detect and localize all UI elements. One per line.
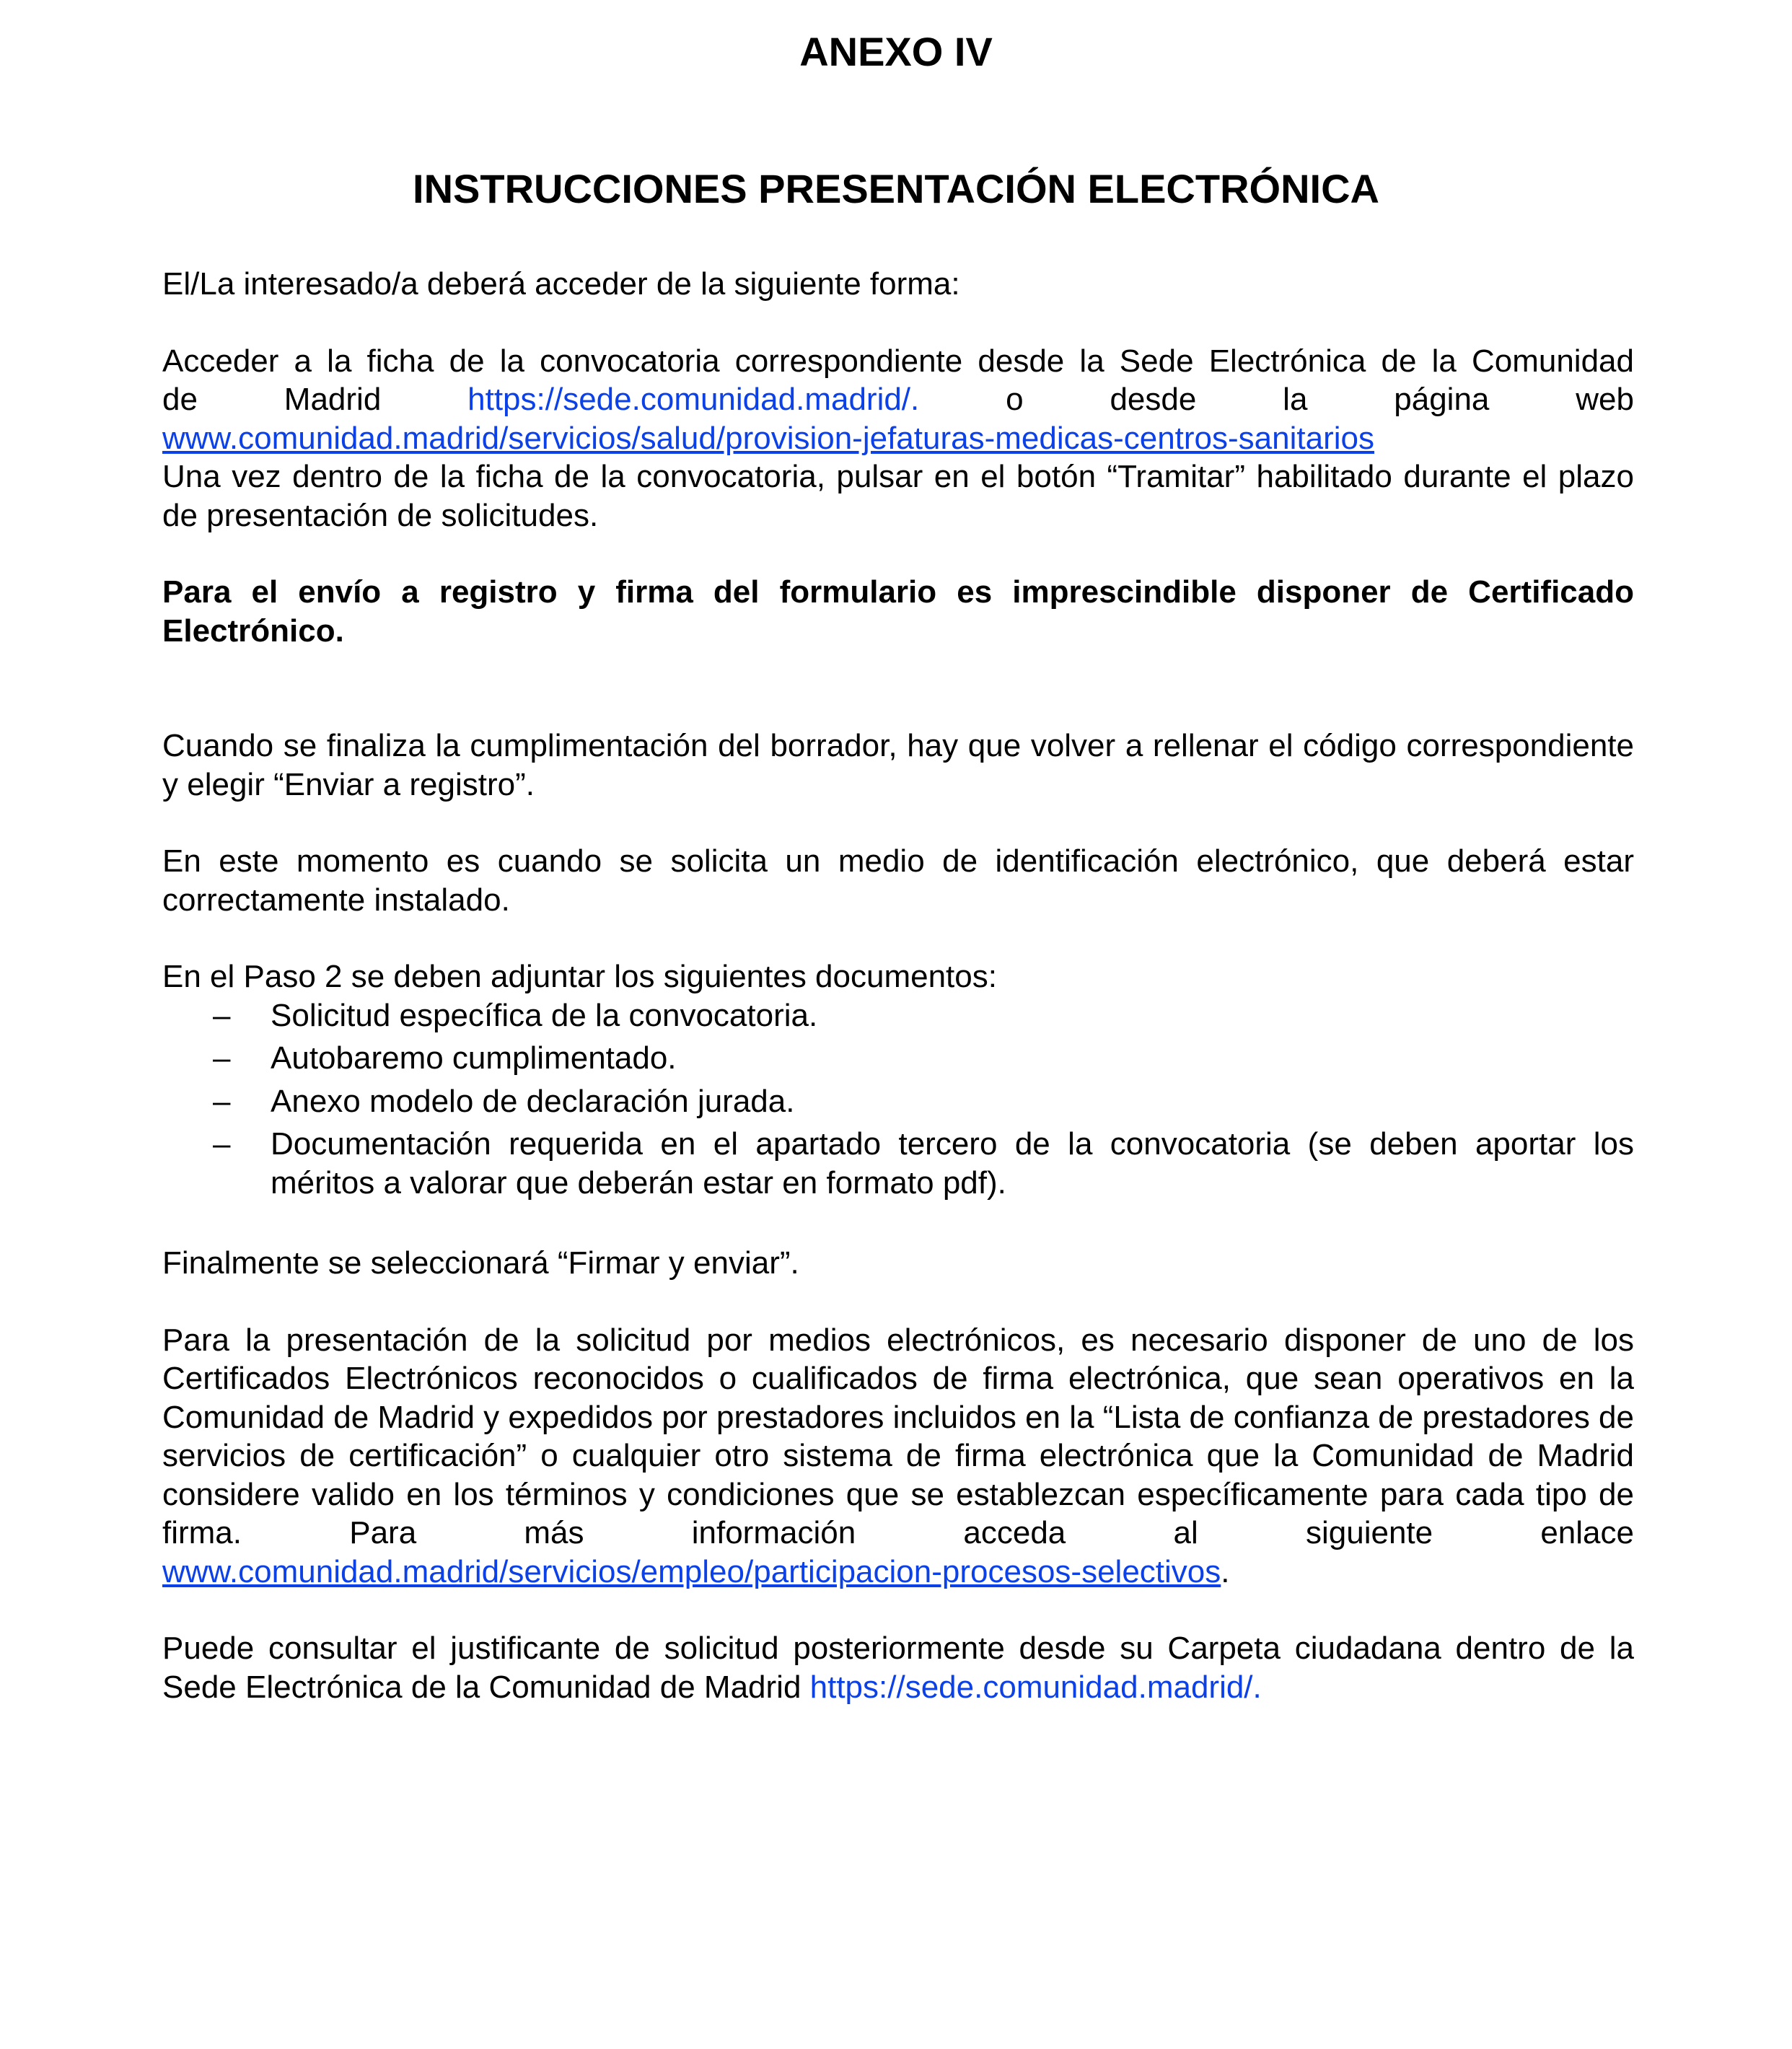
list-item: [162, 1125, 1634, 1202]
dash-bullet: –: [213, 1040, 231, 1076]
documents-list: [162, 996, 1634, 1203]
draft-paragraph: Cuando se finaliza la cumplimentación del borrador, hay que volver a rellenar el código correspondiente y elegir “Enviar a registro”.: [162, 728, 1634, 802]
justificante-paragraph: [162, 1629, 1634, 1706]
access-word: Madrid: [284, 382, 382, 417]
list-item-text: Anexo modelo de declaración jurada.: [271, 1083, 795, 1119]
main-title: INSTRUCCIONES PRESENTACIÓN ELECTRÓNICA: [413, 166, 1379, 211]
access-line-1: Acceder a la ficha de la convocatoria correspondiente desde la Sede Electrónica de la Comunidad: [162, 343, 1634, 379]
dash-bullet: –: [213, 1126, 231, 1162]
access-line-2: [162, 380, 1634, 419]
final-step-paragraph: Finalmente se seleccionará “Firmar y enviar”.: [162, 1245, 799, 1281]
tramitar-paragraph: Una vez dentro de la ficha de la convocatoria, pulsar en el botón “Tramitar” habilitado durante el plazo de presentación de solicitudes.: [162, 459, 1634, 533]
certificate-notice: Para el envío a registro y firma del formulario es imprescindible disponer de Certificado Electrónico.: [162, 574, 1634, 649]
convocatoria-web-link[interactable]: www.comunidad.madrid/servicios/salud/provision-jefaturas-medicas-centros-sanitarios: [162, 420, 1374, 456]
sede-link-footer[interactable]: https://sede.comunidad.madrid/.: [809, 1669, 1262, 1705]
intro-paragraph: El/La interesado/a deberá acceder de la siguiente forma:: [162, 266, 960, 302]
access-word: desde: [1110, 382, 1197, 417]
dash-bullet: –: [213, 997, 231, 1033]
document-body: [162, 265, 1634, 1706]
list-item-text: Autobaremo cumplimentado.: [271, 1040, 677, 1076]
certificates-text: Para la presentación de la solicitud por medios electrónicos, es necesario disponer de uno de los Certificados Electrónicos reconocidos o cualificados de firma electrónica, que sean operativos en la Comunidad de Madrid y expedidos por prestadores incluidos en la “Lista de confianza de prestadores de servicios de certificación” o cualquier otro sistema de firma electrónica que la Comunidad de Madrid considere valido en los términos y condiciones que se establezcan específicamente para cada tipo de firma. Para más información acceda al siguiente enlace: [162, 1322, 1634, 1550]
access-word: la: [1283, 382, 1308, 417]
procesos-selectivos-link[interactable]: www.comunidad.madrid/servicios/empleo/participacion-procesos-selectivos: [162, 1553, 1221, 1589]
certificates-period: .: [1221, 1553, 1230, 1589]
access-word: web: [1576, 382, 1634, 417]
access-word: o: [1006, 382, 1024, 417]
justificante-text: Puede consultar el justificante de solicitud posteriormente desde su Carpeta ciudadana dentro de la Sede Electrónica de la Comunidad de Madrid: [162, 1631, 1634, 1705]
dash-bullet: –: [213, 1083, 231, 1119]
certificates-paragraph: [162, 1321, 1634, 1592]
sede-link[interactable]: https://sede.comunidad.madrid/.: [467, 382, 920, 417]
list-item: [162, 996, 1634, 1035]
access-word: de: [162, 382, 198, 417]
list-item-text: Documentación requerida en el apartado tercero de la convocatoria (se deben aportar los méritos a valorar que deberán estar en formato pdf).: [271, 1126, 1634, 1201]
identification-paragraph: En este momento es cuando se solicita un medio de identificación electrónico, que deberá estar correctamente instalado.: [162, 843, 1634, 918]
annex-title: ANEXO IV: [799, 29, 993, 74]
list-item-text: Solicitud específica de la convocatoria.: [271, 997, 818, 1033]
access-paragraph: [162, 342, 1634, 535]
list-item: [162, 1039, 1634, 1078]
access-word: página: [1394, 382, 1490, 417]
list-item: [162, 1082, 1634, 1121]
step2-intro: En el Paso 2 se deben adjuntar los siguientes documentos:: [162, 959, 997, 994]
